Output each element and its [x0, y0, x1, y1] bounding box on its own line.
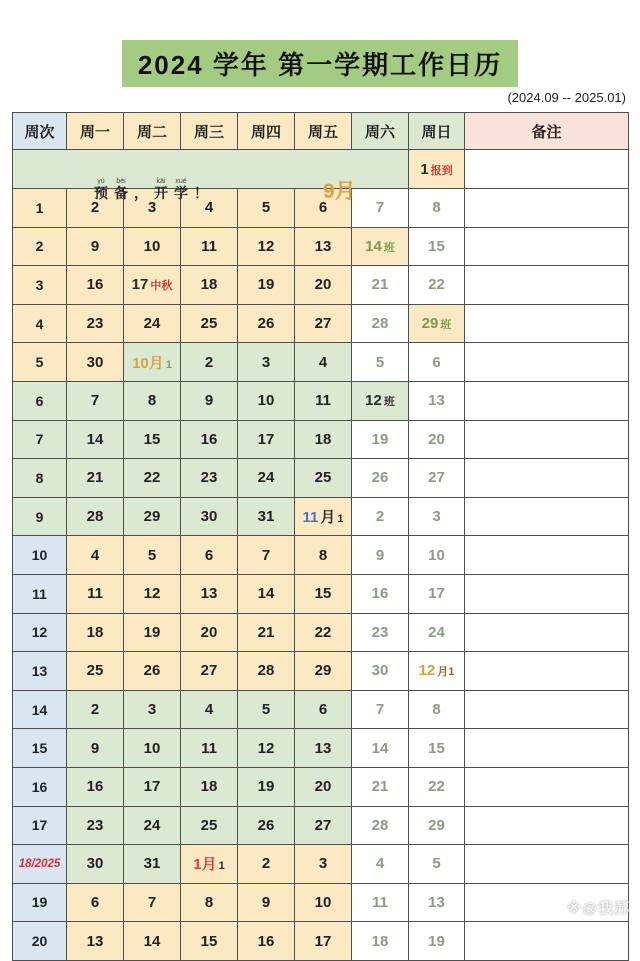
week-number-cell: 12: [13, 613, 67, 652]
week-number-cell: 9: [13, 497, 67, 536]
remark-cell: [465, 806, 629, 845]
week-row: [13, 729, 629, 768]
remark-cell: [465, 459, 629, 498]
day-cell: 28: [352, 304, 409, 343]
day-cell: [295, 497, 352, 536]
day-cell: 8: [124, 381, 181, 420]
day-cell: 31: [238, 497, 295, 536]
day-cell: 2: [352, 497, 409, 536]
week-number-cell: 4: [13, 304, 67, 343]
day-cell: 26: [238, 806, 295, 845]
day-cell: 7: [67, 381, 124, 420]
day-cell: [124, 343, 181, 382]
day-cell: 22: [124, 459, 181, 498]
day-cell: 4: [352, 845, 409, 884]
day-cell: 25: [67, 652, 124, 691]
day-cell: 24: [124, 806, 181, 845]
week-row: [13, 304, 629, 343]
day-cell: 20: [181, 613, 238, 652]
column-header-day5: 周五: [295, 113, 352, 150]
day-cell: 5: [238, 189, 295, 228]
day-cell: 2: [67, 690, 124, 729]
day-cell: 19: [352, 420, 409, 459]
day-cell: 22: [409, 767, 465, 806]
day-cell: 7: [352, 189, 409, 228]
week-number-cell: 10: [13, 536, 67, 575]
day-cell: 26: [238, 304, 295, 343]
day-cell: 29: [409, 806, 465, 845]
day-cell: 18: [181, 266, 238, 305]
day-cell: 16: [181, 420, 238, 459]
remark-cell: [465, 574, 629, 613]
day-cell: 2: [181, 343, 238, 382]
week-number-cell: 7: [13, 420, 67, 459]
remark-cell: [465, 536, 629, 575]
day-cell: 22: [295, 613, 352, 652]
day-label-part: 14: [365, 237, 382, 255]
day-cell: 15: [181, 922, 238, 961]
week-number-cell: 19: [13, 883, 67, 922]
remark-cell: [465, 343, 629, 382]
week-number-cell: 20: [13, 922, 67, 961]
day-cell: 19: [238, 266, 295, 305]
week-number-cell: 5: [13, 343, 67, 382]
day-cell: 6: [295, 690, 352, 729]
day-cell: 6: [67, 883, 124, 922]
day-cell: 30: [67, 845, 124, 884]
day-cell: 30: [67, 343, 124, 382]
day-cell: 19: [238, 767, 295, 806]
remark-cell: [465, 266, 629, 305]
day-cell: 7: [238, 536, 295, 575]
day-cell: 26: [124, 652, 181, 691]
day-cell: 10: [295, 883, 352, 922]
day-cell: 23: [181, 459, 238, 498]
day-cell: 21: [67, 459, 124, 498]
week-row: [13, 845, 629, 884]
day-label-part: 1: [218, 860, 225, 873]
remark-cell: [465, 150, 629, 189]
day-cell: 20: [295, 767, 352, 806]
day-cell: 7: [124, 883, 181, 922]
month-banner-row: [13, 150, 629, 189]
day-cell: 11: [67, 574, 124, 613]
week-row: [13, 883, 629, 922]
day-label-part: 中秋: [150, 280, 173, 293]
day-cell: 10: [124, 227, 181, 266]
day-label-part: 报到: [430, 164, 453, 177]
day-cell: 10: [124, 729, 181, 768]
watermark: ※@我苏: [566, 900, 630, 917]
day-cell: 6: [409, 343, 465, 382]
column-header-remarks: 备注: [465, 113, 629, 150]
remark-cell: [465, 227, 629, 266]
day-cell: 3: [238, 343, 295, 382]
week-number-cell: 1: [13, 189, 67, 228]
day-cell: 25: [181, 304, 238, 343]
day-label-part: 11: [302, 509, 319, 527]
day-label-part: 1月: [193, 856, 217, 874]
day-cell: 30: [352, 652, 409, 691]
column-header-day4: 周四: [238, 113, 295, 150]
day-cell: 2: [238, 845, 295, 884]
page-title: 2024 学年 第一学期工作日历: [122, 40, 518, 87]
remark-cell: [465, 845, 629, 884]
week-row: [13, 574, 629, 613]
day-label-part: 10月: [132, 354, 164, 372]
day-cell: 8: [409, 189, 465, 228]
week-number-cell: 14: [13, 690, 67, 729]
day-cell: [409, 304, 465, 343]
day-cell: 12: [238, 227, 295, 266]
day-cell: 15: [409, 227, 465, 266]
day-cell: 25: [295, 459, 352, 498]
day-label-part: 月1: [437, 666, 455, 679]
day-cell: 25: [181, 806, 238, 845]
day-cell: 31: [124, 845, 181, 884]
day-label-part: 12: [365, 392, 382, 410]
day-cell: 19: [409, 922, 465, 961]
day-cell: 15: [124, 420, 181, 459]
week-row: [13, 536, 629, 575]
column-header-week: 周次: [13, 113, 67, 150]
remark-cell: [465, 613, 629, 652]
remark-cell: [465, 304, 629, 343]
column-header-day3: 周三: [181, 113, 238, 150]
day-cell: 16: [67, 266, 124, 305]
column-header-day2: 周二: [124, 113, 181, 150]
day-cell: 6: [181, 536, 238, 575]
page-title-wrap: [0, 40, 640, 87]
week-number-cell: 8: [13, 459, 67, 498]
day-cell: 27: [181, 652, 238, 691]
day-label-part: 1: [165, 358, 172, 371]
day-cell: 5: [409, 845, 465, 884]
week-row: [13, 459, 629, 498]
day-cell: 27: [409, 459, 465, 498]
day-cell: 5: [238, 690, 295, 729]
day-cell: 17: [124, 767, 181, 806]
day-cell: 24: [409, 613, 465, 652]
day-cell: 6: [295, 189, 352, 228]
remark-cell: [465, 381, 629, 420]
week-row: [13, 922, 629, 961]
day-cell: 21: [238, 613, 295, 652]
week-row: [13, 227, 629, 266]
day-label-part: 班: [383, 241, 395, 254]
day-cell: 4: [181, 690, 238, 729]
day-cell: 14: [67, 420, 124, 459]
day-cell: 5: [124, 536, 181, 575]
day-cell: 9: [67, 729, 124, 768]
day-cell: 11: [295, 381, 352, 420]
day-cell: 23: [67, 806, 124, 845]
day-cell: 16: [352, 574, 409, 613]
remark-cell: [465, 497, 629, 536]
remark-cell: [465, 767, 629, 806]
day-cell: 19: [124, 613, 181, 652]
day-cell: 9: [238, 883, 295, 922]
remark-cell: [465, 420, 629, 459]
week-row: [13, 343, 629, 382]
day-cell: 8: [295, 536, 352, 575]
day-cell: 9: [67, 227, 124, 266]
day-cell: 20: [295, 266, 352, 305]
day-cell: [124, 266, 181, 305]
remark-cell: [465, 922, 629, 961]
day-cell: 23: [352, 613, 409, 652]
remark-cell: [465, 652, 629, 691]
day-cell: 10: [238, 381, 295, 420]
day-cell: 29: [124, 497, 181, 536]
day-label-part: 12: [418, 662, 436, 680]
day-cell: 4: [181, 189, 238, 228]
day-cell: 15: [409, 729, 465, 768]
week-number-cell: 18/2025: [13, 845, 67, 884]
remark-cell: [465, 189, 629, 228]
day-cell: 22: [409, 266, 465, 305]
day-label-part: 17: [131, 276, 149, 294]
week-row: [13, 266, 629, 305]
day-cell: 12: [124, 574, 181, 613]
day-cell: 23: [67, 304, 124, 343]
calendar-header-row: [13, 113, 629, 150]
day-cell: 15: [295, 574, 352, 613]
day-cell: 10: [409, 536, 465, 575]
week-row: [13, 381, 629, 420]
day-cell: 13: [181, 574, 238, 613]
date-range-subtitle: (2024.09 -- 2025.01): [507, 90, 626, 105]
day-cell: [409, 150, 465, 189]
day-cell: 18: [295, 420, 352, 459]
day-label-part: 班: [383, 396, 395, 409]
day-cell: 3: [124, 189, 181, 228]
column-header-day6: 周六: [352, 113, 409, 150]
day-cell: 17: [238, 420, 295, 459]
remark-cell: [465, 729, 629, 768]
day-cell: 11: [181, 227, 238, 266]
week-number-cell: 13: [13, 652, 67, 691]
day-cell: 12: [238, 729, 295, 768]
day-label-part: 1: [420, 160, 429, 178]
day-cell: 8: [181, 883, 238, 922]
day-cell: 16: [238, 922, 295, 961]
column-header-day7: 周日: [409, 113, 465, 150]
day-cell: 16: [67, 767, 124, 806]
day-cell: [181, 845, 238, 884]
day-cell: 3: [409, 497, 465, 536]
day-cell: 26: [352, 459, 409, 498]
day-cell: 29: [295, 652, 352, 691]
week-number-cell: 17: [13, 806, 67, 845]
day-cell: 8: [409, 690, 465, 729]
day-cell: 3: [295, 845, 352, 884]
week-row: [13, 497, 629, 536]
week-row: [13, 652, 629, 691]
week-row: [13, 690, 629, 729]
day-cell: 13: [67, 922, 124, 961]
day-cell: [409, 652, 465, 691]
day-cell: 13: [295, 729, 352, 768]
day-cell: 21: [352, 767, 409, 806]
day-cell: 21: [352, 266, 409, 305]
day-cell: 5: [352, 343, 409, 382]
day-cell: 14: [238, 574, 295, 613]
day-cell: 17: [409, 574, 465, 613]
day-cell: 7: [352, 690, 409, 729]
week-row: [13, 806, 629, 845]
day-cell: 11: [352, 883, 409, 922]
day-cell: 9: [352, 536, 409, 575]
week-number-cell: 6: [13, 381, 67, 420]
week-row: [13, 420, 629, 459]
september-banner-cell: [13, 150, 409, 203]
day-cell: 28: [238, 652, 295, 691]
day-cell: 11: [181, 729, 238, 768]
week-number-cell: 15: [13, 729, 67, 768]
day-cell: 18: [181, 767, 238, 806]
day-label-part: 29: [421, 315, 439, 333]
day-cell: 2: [67, 189, 124, 228]
day-cell: 18: [352, 922, 409, 961]
column-header-day1: 周一: [67, 113, 124, 150]
remark-cell: [465, 690, 629, 729]
day-cell: 24: [238, 459, 295, 498]
day-cell: 24: [124, 304, 181, 343]
day-label-part: 月: [320, 509, 336, 527]
day-cell: 4: [295, 343, 352, 382]
day-cell: 9: [181, 381, 238, 420]
day-cell: [352, 227, 409, 266]
day-cell: 3: [124, 690, 181, 729]
week-row: [13, 767, 629, 806]
day-cell: 18: [67, 613, 124, 652]
day-cell: 14: [352, 729, 409, 768]
day-cell: 17: [295, 922, 352, 961]
week-row: [13, 613, 629, 652]
day-cell: 28: [352, 806, 409, 845]
day-cell: 28: [67, 497, 124, 536]
semester-calendar-table: [12, 112, 629, 961]
day-cell: 4: [67, 536, 124, 575]
day-label-part: 1: [337, 513, 344, 526]
week-number-cell: 16: [13, 767, 67, 806]
day-cell: 14: [124, 922, 181, 961]
week-number-cell: 11: [13, 574, 67, 613]
day-cell: 13: [295, 227, 352, 266]
day-cell: 13: [409, 883, 465, 922]
day-cell: [352, 381, 409, 420]
day-cell: 20: [409, 420, 465, 459]
banner-phrase: 预yù备bèi， 开kāi学xué！: [94, 178, 208, 201]
banner-month-label: 9月: [323, 180, 356, 203]
day-cell: 27: [295, 806, 352, 845]
day-cell: 27: [295, 304, 352, 343]
day-label-part: 班: [440, 319, 452, 332]
week-number-cell: 2: [13, 227, 67, 266]
day-cell: 30: [181, 497, 238, 536]
week-number-cell: 3: [13, 266, 67, 305]
day-cell: 13: [409, 381, 465, 420]
